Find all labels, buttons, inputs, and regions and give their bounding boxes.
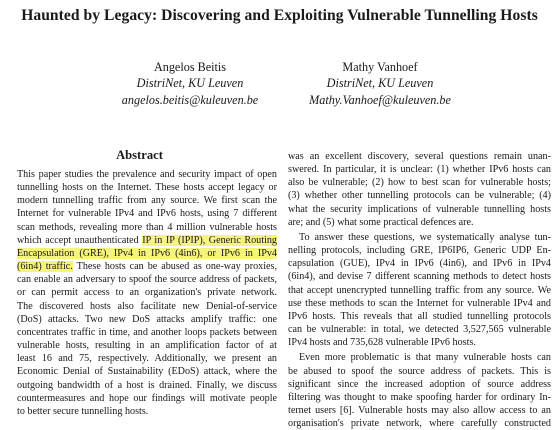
author-1 xyxy=(110,59,270,108)
abstract-line: outgoing bandwidth of a host is drained. Finally, we discuss xyxy=(17,379,277,391)
abstract-body xyxy=(17,168,277,418)
body-line: Even more problematic is that many vulnerable hosts can xyxy=(299,352,551,364)
body-line: nelling protocols, including GRE, IP6IP6, Generic UDP En- xyxy=(288,245,551,257)
abstract-line-highlighted xyxy=(17,260,277,273)
author-email[interactable]: Mathy.Vanhoef@kuleuven.be xyxy=(309,92,451,107)
abstract-line: countermeasures and hope our findings will motivate people xyxy=(17,392,277,404)
body-line: IPv6 hosts. This reveals that all studied tunnelling protocols xyxy=(288,310,551,322)
body-line: organisation's private network, where carefully constructed xyxy=(288,418,551,430)
abstract-line: scan methods, revealing more than 4 million vulnerable hosts xyxy=(17,221,277,233)
abstract-line: least 16 and 75, respectively. Additionally, we present an xyxy=(17,353,277,365)
abstract-line: tunnelling hosts on the Internet. These hosts accept legacy or xyxy=(17,182,277,194)
abstract-line: concentrates traffic in time, and another loops packets between xyxy=(17,326,277,338)
body-line: significant since the increased adoption of source address xyxy=(288,378,551,390)
abstract-line: The discovered hosts also facilitate new Denial-of-service xyxy=(17,300,277,312)
text-highlight: IP in IP (IPIP), Generic Routing xyxy=(142,234,277,246)
body-line: can be vulnerable: in total, we detected 3,527,565 vulnerable xyxy=(288,324,551,336)
text-highlight: (6in4) traffic. xyxy=(17,261,73,273)
abstract-line-highlighted xyxy=(17,247,277,260)
abstract-line: This paper studies the prevalence and security impact of open xyxy=(17,169,277,180)
abstract-line: modern tunnelling traffic from any source. We first scan the xyxy=(17,195,277,207)
abstract-line: Internet for vulnerable IPv4 and IPv6 hosts, using 7 different xyxy=(17,208,277,220)
author-name: Mathy Vanhoef xyxy=(342,60,418,74)
body-line: ternet users [6]. Vulnerable hosts may also allow access to an xyxy=(288,404,551,416)
author-email[interactable]: angelos.beitis@kuleuven.be xyxy=(121,92,259,107)
body-line: are; and (5) what some practical defences are. xyxy=(288,216,474,228)
body-line: filtering was thought to make spoofing harder for ordinary In- xyxy=(288,391,551,403)
abstract-heading: Abstract xyxy=(116,148,163,162)
body-line: was an excellent discovery, several questions remain unan- xyxy=(288,151,551,162)
body-line: also be vulnerable; (2) how to best scan for vulnerable hosts; xyxy=(288,177,551,189)
abstract-line: vulnerable hosts, resulting in an amplification factor of at xyxy=(17,340,277,352)
author-name: Angelos Beitis xyxy=(153,60,227,74)
abstract-line: Economic Denial of Sustainability (EDoS) attack, where the xyxy=(17,366,277,378)
paper-title: Haunted by Legacy: Discovering and Exploiting Vulnerable Tunnelling Hosts xyxy=(21,7,538,24)
body-line: IPv4 hosts and 735,628 vulnerable IPv6 hosts. xyxy=(288,337,476,349)
abstract-line: to better secure tunnelling hosts. xyxy=(17,405,149,417)
body-line: To answer these questions, we systematically analyse tun- xyxy=(299,231,551,243)
abstract-line: can enable an adversary to spoof the source address of packets, xyxy=(17,274,277,286)
author-2 xyxy=(300,59,460,108)
body-line: that accept unencrypted tunnelling traffic from any source. We xyxy=(288,284,551,296)
abstract-line-highlighted xyxy=(17,234,277,247)
author-affiliation: DistriNet, KU Leuven xyxy=(136,76,244,91)
body-line: use these methods to scan the Internet for vulnerable IPv4 and xyxy=(288,297,551,309)
body-line: be abused to spoof the source address of packets. This is xyxy=(288,365,551,377)
text-highlight: Encapsulation (GRE), IPv4 in IPv6 (4in6), or IPv6 in IPv4 xyxy=(17,247,277,259)
body-line: capsulation (GUE), IPv4 in IPv6 (4in6), and IPv6 in IPv4 xyxy=(288,258,551,270)
body-line: what the security implications of vulnerable tunnelling hosts xyxy=(288,203,551,215)
body-line: (3) whether other tunnelling protocols can be vulnerable; (4) xyxy=(288,190,551,202)
abstract-line: or can permit access to an organization's private network. xyxy=(17,287,277,299)
body-line: swered. In particular, it is unclear: (1) whether IPv6 hosts can xyxy=(288,164,551,176)
abstract-line: (DoS) attacks. Two new DoS attacks amplify traffic: one xyxy=(17,313,277,325)
body-line: (6in4), and devise 7 different scanning methods to detect hosts xyxy=(288,271,551,283)
abstract-text: which accept unauthenticated xyxy=(17,234,143,246)
author-affiliation: DistriNet, KU Leuven xyxy=(326,76,434,91)
introduction-body xyxy=(288,150,551,430)
abstract-text: These hosts can be abused as one-way proxies, xyxy=(72,261,277,273)
